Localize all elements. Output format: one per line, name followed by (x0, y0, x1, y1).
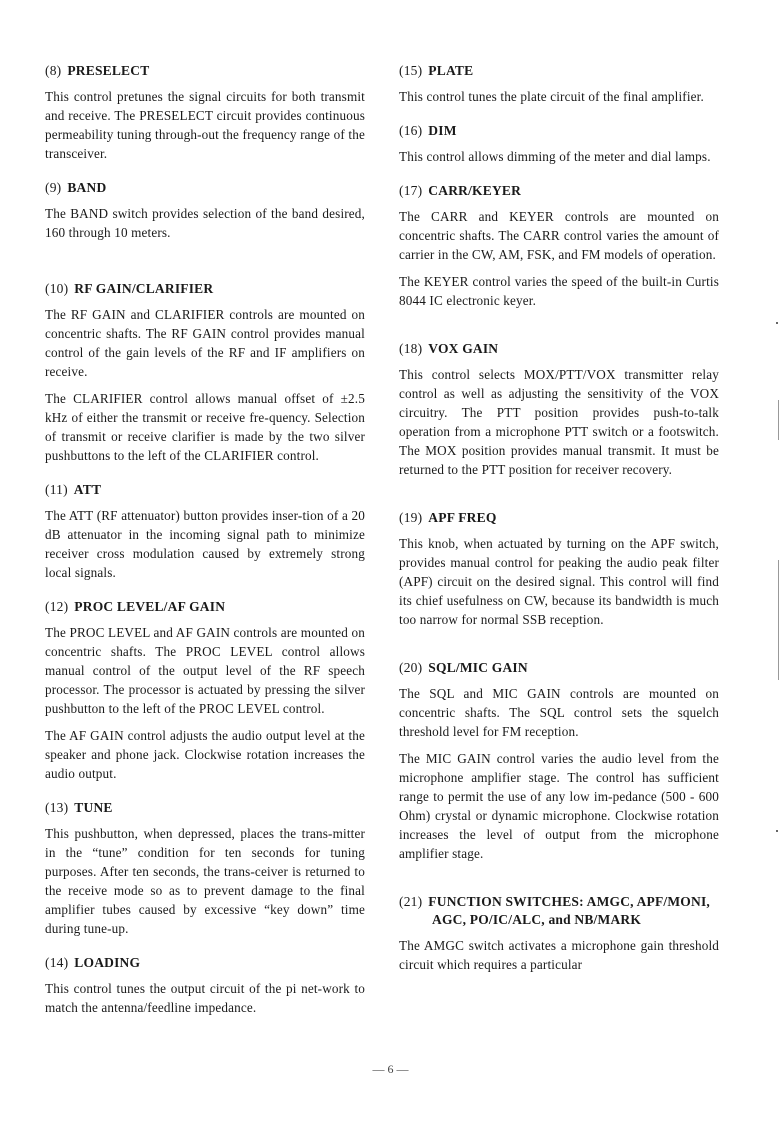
section-heading (399, 509, 719, 527)
section-number: (13) (45, 800, 69, 815)
section-plate (399, 62, 719, 106)
section-heading (45, 280, 365, 298)
scan-speck (776, 322, 778, 324)
section-number: (10) (45, 281, 69, 296)
section-paragraph: The CARR and KEYER controls are mounted on concentric shafts. The CARR control varies the amount of carrier in the CW, AM, FSK, and FM models of operation. (399, 209, 719, 262)
section-rf-gain-clarifier (45, 280, 365, 465)
scan-speck (776, 830, 778, 832)
right-column (399, 62, 719, 990)
section-paragraph: This knob, when actuated by turning on the APF switch, provides manual control for peaking the audio peak filter (APF) circuit on the desired signal. This control will find its chief usefulness on CW, because its bandwidth is much too narrow for normal SSB reception. (399, 536, 719, 627)
section-apf-freq (399, 509, 719, 629)
section-paragraph: This control tunes the output circuit of the pi net-work to match the antenna/feedline impedance. (45, 981, 365, 1015)
section-att (45, 481, 365, 582)
section-paragraph: The AF GAIN control adjusts the audio output level at the speaker and phone jack. Clockwise rotation increases the audio output. (45, 728, 365, 781)
section-title: SQL/MIC GAIN (428, 660, 528, 675)
section-paragraph: The KEYER control varies the speed of the built-in Curtis 8044 IC electronic keyer. (399, 274, 719, 308)
section-paragraph: This control pretunes the signal circuits for both transmit and receive. The PRESELECT circuit provides continuous permeability tuning through-out the frequency range of the transceiver. (45, 89, 365, 161)
section-number: (9) (45, 180, 62, 195)
section-heading (399, 893, 719, 929)
section-paragraph: The SQL and MIC GAIN controls are mounted on concentric shafts. The SQL control sets the squelch threshold level for FM reception. (399, 686, 719, 739)
section-title: PLATE (428, 63, 474, 78)
section-heading (45, 598, 365, 616)
section-heading (399, 340, 719, 358)
section-number: (15) (399, 63, 423, 78)
section-carr-keyer (399, 182, 719, 310)
section-paragraph: The PROC LEVEL and AF GAIN controls are mounted on concentric shafts. The PROC LEVEL control allows manual control of the output level of the RF speech processor. The processor is actuated by pressing the silver pushbutton to the left of the PROC LEVEL control. (45, 625, 365, 716)
section-title: TUNE (74, 800, 113, 815)
left-column (45, 62, 365, 1033)
section-tune (45, 799, 365, 938)
section-heading (399, 62, 719, 80)
section-title: PRESELECT (67, 63, 150, 78)
section-loading (45, 954, 365, 1017)
section-preselect (45, 62, 365, 163)
section-title: LOADING (74, 955, 141, 970)
section-paragraph: This pushbutton, when depressed, places the trans-mitter in the “tune” condition for ten seconds for tuning purposes. After ten seconds, the trans-ceiver is returned to the receive mode so as to prevent damage to the final amplifier tubes caused by excessive “key down” time during tune-up. (45, 826, 365, 936)
section-heading (45, 481, 365, 499)
scan-margin-mark (778, 400, 779, 440)
section-title: PROC LEVEL/AF GAIN (74, 599, 226, 614)
scan-margin-mark (778, 560, 779, 680)
section-number: (8) (45, 63, 62, 78)
section-function-switches (399, 893, 719, 974)
section-paragraph: This control allows dimming of the meter and dial lamps. (399, 149, 711, 164)
section-heading (399, 122, 719, 140)
section-dim (399, 122, 719, 166)
section-paragraph: The BAND switch provides selection of the band desired, 160 through 10 meters. (45, 206, 365, 240)
section-number: (20) (399, 660, 423, 675)
section-title: APF FREQ (428, 510, 497, 525)
section-number: (21) (399, 894, 423, 909)
section-sql-mic-gain (399, 659, 719, 863)
section-heading (45, 62, 365, 80)
section-number: (14) (45, 955, 69, 970)
section-paragraph: This control tunes the plate circuit of the final amplifier. (399, 89, 704, 104)
section-heading (45, 954, 365, 972)
section-heading (399, 182, 719, 200)
section-title: CARR/KEYER (428, 183, 522, 198)
section-number: (18) (399, 341, 423, 356)
section-number: (16) (399, 123, 423, 138)
section-heading (399, 659, 719, 677)
section-band (45, 179, 365, 242)
section-title: RF GAIN/CLARIFIER (74, 281, 214, 296)
section-heading (45, 179, 365, 197)
section-paragraph: The RF GAIN and CLARIFIER controls are mounted on concentric shafts. The RF GAIN control provides manual control of the gain levels of the RF and IF amplifiers on receive. (45, 307, 365, 379)
section-title: VOX GAIN (428, 341, 499, 356)
section-heading (45, 799, 365, 817)
section-proc-level-af-gain (45, 598, 365, 783)
page-number: — 6 — (372, 1062, 409, 1076)
section-title: DIM (428, 123, 457, 138)
section-number: (17) (399, 183, 423, 198)
section-paragraph: The ATT (RF attenuator) button provides inser-tion of a 20 dB attenuator in the incoming signal path to minimize receiver cross modulation caused by extremely strong local signals. (45, 508, 365, 580)
section-paragraph: This control selects MOX/PTT/VOX transmitter relay control as well as adjusting the sensitivity of the VOX circuitry. The PTT position provides push-to-talk operation from a microphone PTT switch or a footswitch. The MOX position provides manual transmit. It must be returned to the PTT position for receiver recovery. (399, 367, 719, 477)
section-vox-gain (399, 340, 719, 479)
section-title: BAND (67, 180, 107, 195)
section-paragraph: The CLARIFIER control allows manual offset of ±2.5 kHz of either the transmit or receive fre-quency. Selection of transmit or receive clarifier is made by the two silver pushbuttons to the left of the CLARIFIER control. (45, 391, 365, 463)
section-number: (11) (45, 482, 68, 497)
section-number: (12) (45, 599, 69, 614)
section-title: FUNCTION SWITCHES: AMGC, APF/MONI, AGC, PO/IC/ALC, and NB/MARK (428, 894, 710, 927)
section-title: ATT (73, 482, 102, 497)
section-paragraph: The MIC GAIN control varies the audio level from the microphone amplifier stage. The control has sufficient range to permit the use of any low im-pedance (500 - 600 Ohm) crystal or dynamic microphone. Clockwise rotation increases the level of output from the microphone amplifier stage. (399, 751, 719, 861)
section-paragraph: The AMGC switch activates a microphone gain threshold circuit which requires a particular (399, 938, 719, 972)
section-number: (19) (399, 510, 423, 525)
